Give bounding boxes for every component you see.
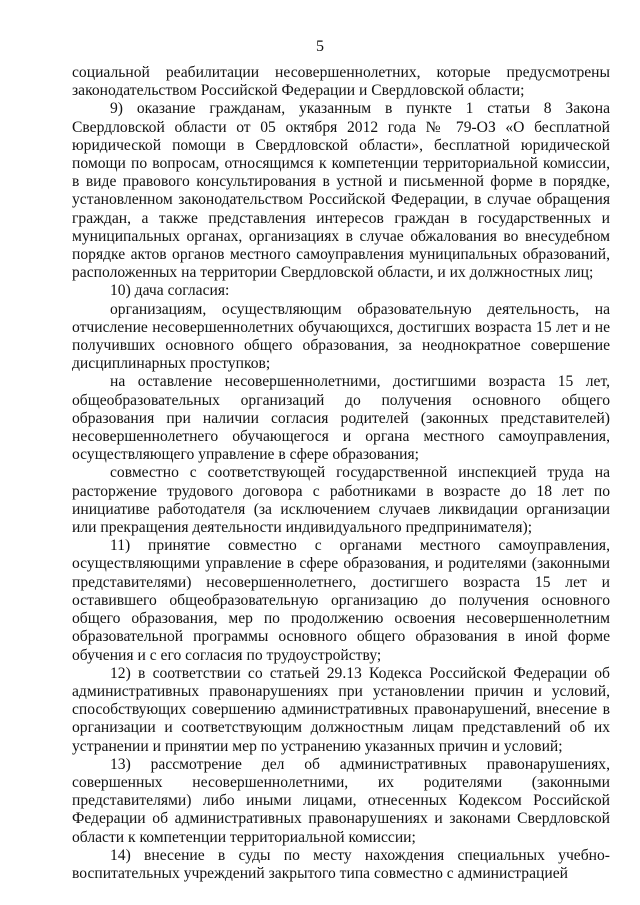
paragraph-item-10: 10) дача согласия: (110, 282, 230, 300)
paragraph-item-10-sub-3: совместно с соответствующей государственной инспекцией труда на расторжение трудового договора с работниками в возрасте до 18 лет по инициативе работодателя (за исключением случаев ликвидации организации или прекращения деятельности индивидуального предпринимателя); (72, 464, 610, 537)
paragraph-item-14: 14) внесение в суды по месту нахождения специальных учебно-воспитательных учреждений закрытого типа совместно с администрацией (72, 846, 610, 882)
paragraph-item-11: 11) принятие совместно с органами местного самоуправления, осуществляющими управление в сфере образования, и родителями (законными представителями) несовершеннолетнего, достигшего возраста 15 лет и оставившего общеобразовательную организацию до получения основного общего образования, мер по продолжению освоения несовершеннолетним образовательной программы основного общего образования в иной форме обучения и с его согласия по трудоустройству; (72, 537, 610, 664)
paragraph-continuation: социальной реабилитации несовершеннолетних, которые предусмотрены законодательством Российской Федерации и Свердловской области; (72, 64, 610, 100)
paragraph-item-9: 9) оказание гражданам, указанным в пункте 1 статьи 8 Закона Свердловской области от 05 октября 2012 года № 79-ОЗ «О бесплатной юридической помощи в Свердловской области», бесплатной юридической помощи по вопросам, относящимся к компетенции территориальной комиссии, в виде правового консультирования в устной и письменной форме в порядке, установленном законодательством Российской Федерации, в случае обращения граждан, а также представления интересов граждан в государственных и муниципальных органах, организациях в случае обжалования во внесудебном порядке актов органов местного самоуправления муниципальных образований, расположенных на территории Свердловской области, и их должностных лиц; (72, 100, 610, 282)
paragraph-item-10-sub-2: на оставление несовершеннолетними, достигшими возраста 15 лет, общеобразовательных организаций до получения основного общего образования при наличии согласия родителей (законных представителей) несовершеннолетнего обучающегося и органа местного самоуправления, осуществляющего управление в сфере образования; (72, 373, 610, 464)
paragraph-item-13: 13) рассмотрение дел об административных правонарушениях, совершенных несовершеннолетними, их родителями (законными представителями) либо иными лицами, отнесенных Кодексом Российской Федерации об административных правонарушениях и законами Свердловской области к компетенции территориальной комиссии; (72, 755, 610, 846)
paragraph-item-12: 12) в соответствии со статьей 29.13 Кодекса Российской Федерации об административных правонарушениях при установлении причин и условий, способствующих совершению административных правонарушений, внесение в организации и соответствующим должностным лицам представлений об их устранении и принятии мер по устранению указанных причин и условий; (72, 664, 610, 755)
paragraph-item-10-sub-1: организациям, осуществляющим образовательную деятельность, на отчисление несовершеннолетних обучающихся, достигших возраста 15 лет и не получивших основного общего образования, за неоднократное совершение дисциплинарных проступков; (72, 300, 610, 373)
page-number: 5 (316, 38, 324, 55)
document-body (72, 64, 610, 883)
